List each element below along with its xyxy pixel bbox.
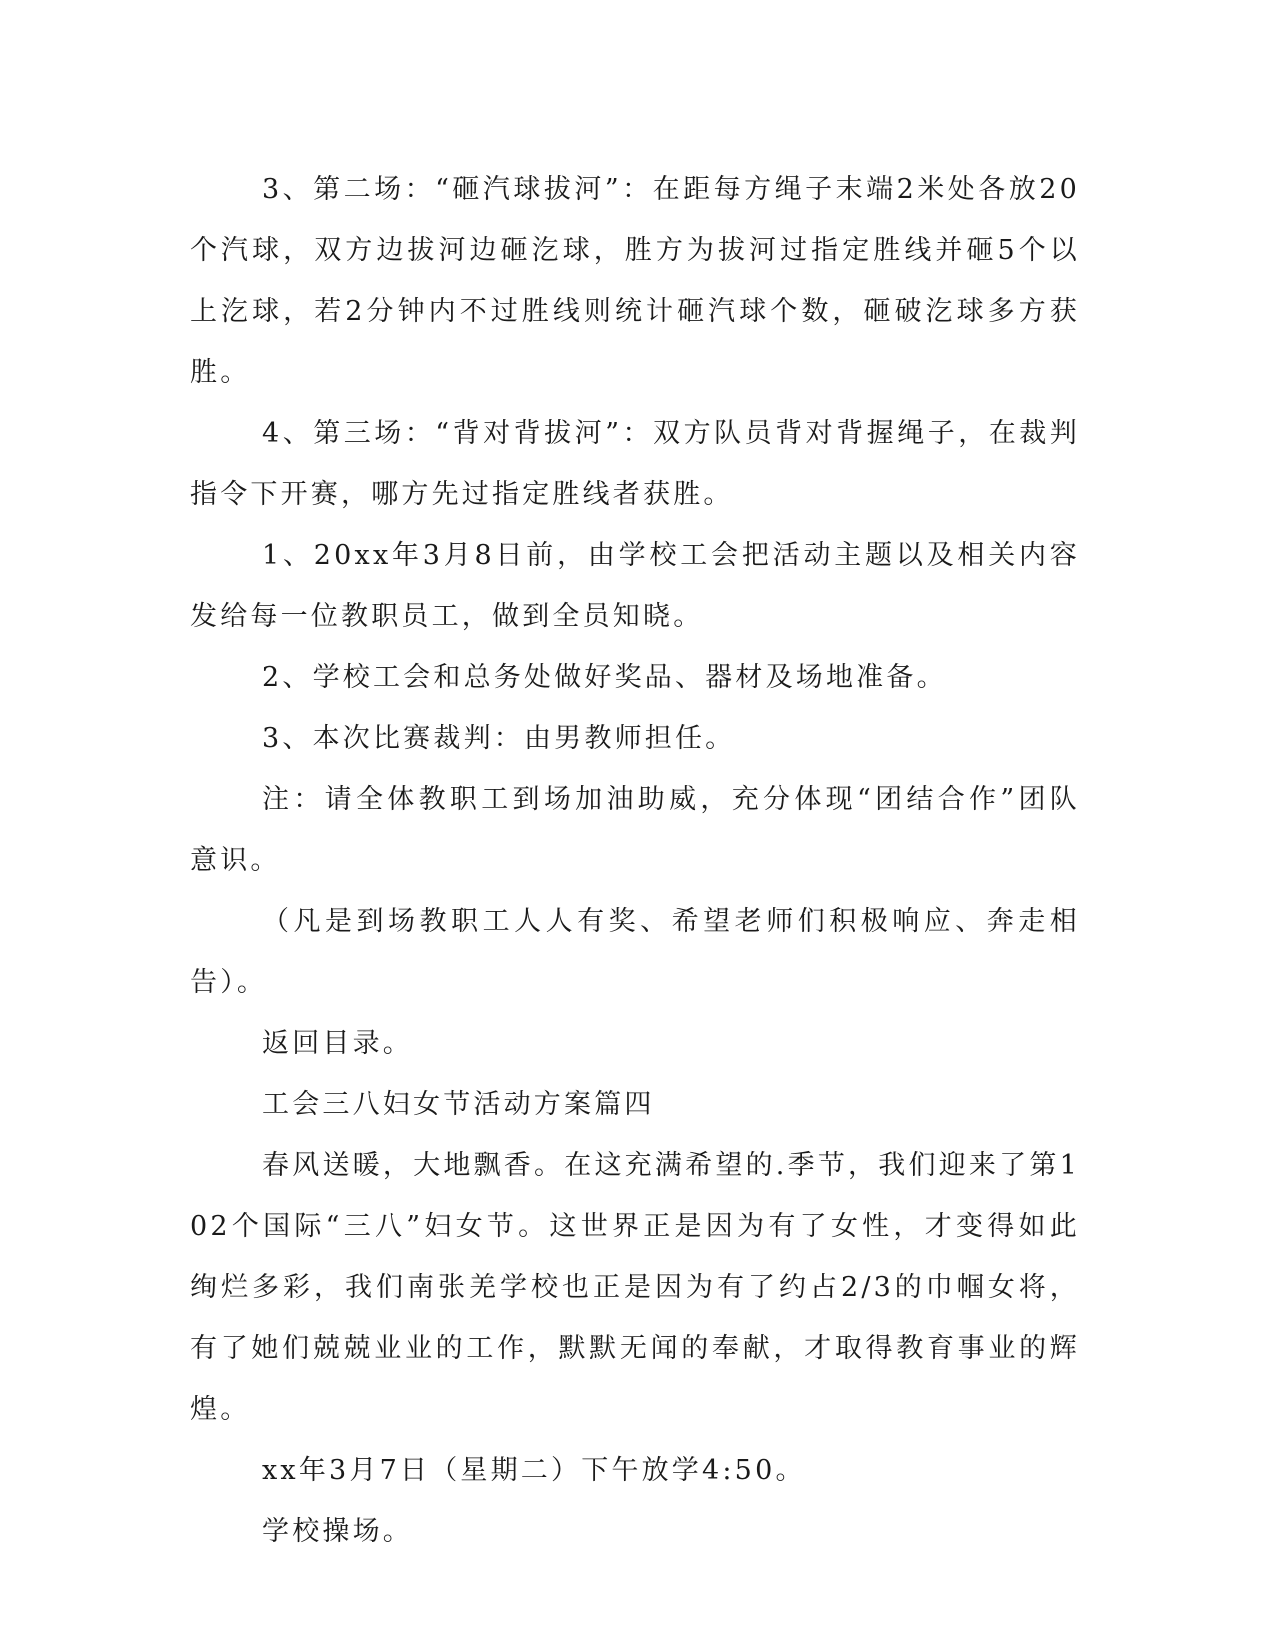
paragraph-time: xx年3月7日（星期二）下午放学4:50。	[262, 1455, 806, 1486]
paragraph-note: 注：请全体教职工到场加油助威，充分体现“团结合作”团队意识。	[190, 784, 1080, 876]
paragraph-arrangement-3: 3、本次比赛裁判：由男教师担任。	[262, 723, 736, 754]
back-to-contents-link[interactable]: 返回目录。	[262, 1028, 413, 1059]
paragraph-intro: 春风送暖，大地飘香。在这充满希望的.季节，我们迎来了第102个国际“三八”妇女节。这世界正是因为有了女性，才变得如此绚烂多彩，我们南张羌学校也正是因为有了约占2/3的巾帼女将，有了她们兢兢业业的工作，默默无闻的奉献，才取得教育事业的辉煌。	[190, 1150, 1080, 1425]
paragraph-location: 学校操场。	[262, 1516, 413, 1547]
paragraph-arrangement-2: 2、学校工会和总务处做好奖品、器材及场地准备。	[262, 662, 947, 693]
section-heading: 工会三八妇女节活动方案篇四	[262, 1089, 655, 1120]
paragraph-arrangement-1: 1、20xx年3月8日前，由学校工会把活动主题以及相关内容发给每一位教职员工，做到全员知晓。	[190, 540, 1080, 632]
paragraph-game-2: 3、第二场：“砸汽球拔河”：在距每方绳子末端2米处各放20个汽球，双方边拔河边砸汔球，胜方为拔河过指定胜线并砸5个以上汔球，若2分钟内不过胜线则统计砸汽球个数，砸破汔球多方获胜。	[190, 174, 1080, 388]
paragraph-reward-note: （凡是到场教职工人人有奖、希望老师们积极响应、奔走相告）。	[190, 906, 1080, 998]
document-body	[190, 159, 1080, 1562]
paragraph-game-3: 4、第三场：“背对背拔河”：双方队员背对背握绳子，在裁判指令下开赛，哪方先过指定胜线者获胜。	[190, 418, 1080, 510]
